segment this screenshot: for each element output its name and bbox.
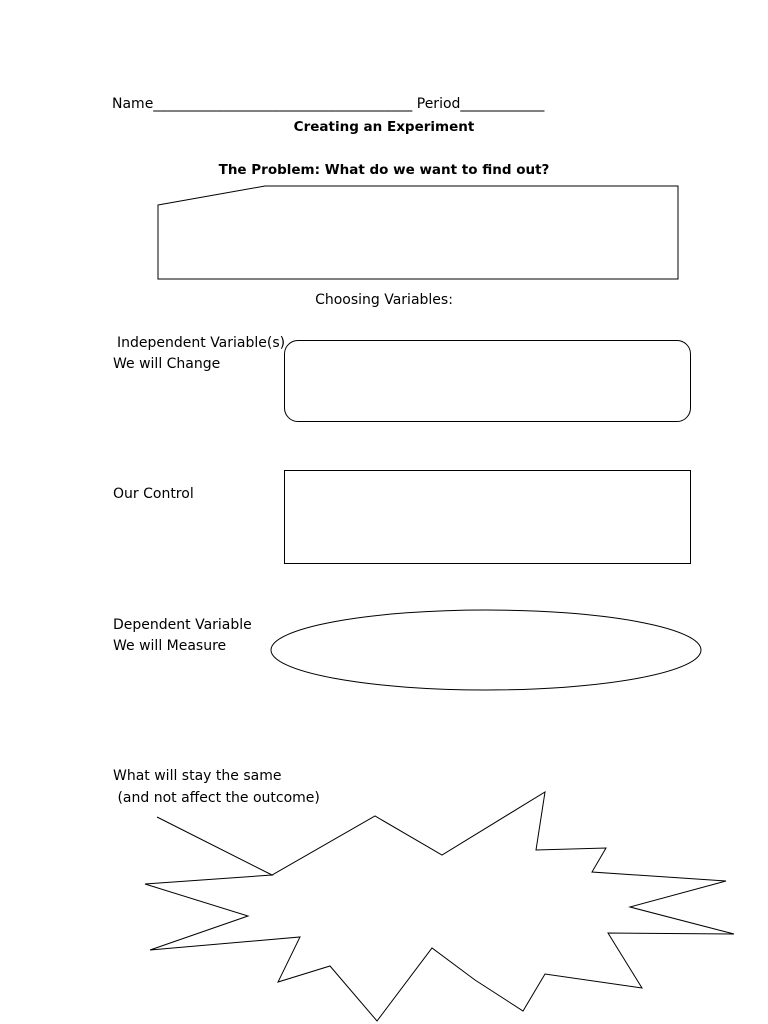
independent-variable-label: Independent Variable(s) (117, 335, 286, 351)
control-box[interactable] (284, 470, 691, 564)
control-label: Our Control (113, 486, 194, 502)
constants-label: What will stay the same (113, 768, 282, 784)
dependent-variable-ellipse[interactable] (268, 606, 704, 696)
dependent-variable-label: Dependent Variable (113, 617, 252, 633)
name-period-line: Name_____________________________________ Period____________ (112, 96, 545, 112)
dependent-variable-sublabel: We will Measure (113, 638, 227, 654)
constants-sublabel: (and not affect the outcome) (113, 790, 320, 806)
problem-answer-box[interactable] (150, 180, 690, 285)
independent-variable-box[interactable] (284, 340, 691, 422)
constants-starburst[interactable] (0, 780, 768, 1024)
page-title: Creating an Experiment (293, 119, 475, 135)
independent-variable-sublabel: We will Change (113, 356, 221, 372)
problem-question: The Problem: What do we want to find out? (218, 162, 550, 178)
choosing-variables-heading: Choosing Variables: (315, 292, 453, 308)
